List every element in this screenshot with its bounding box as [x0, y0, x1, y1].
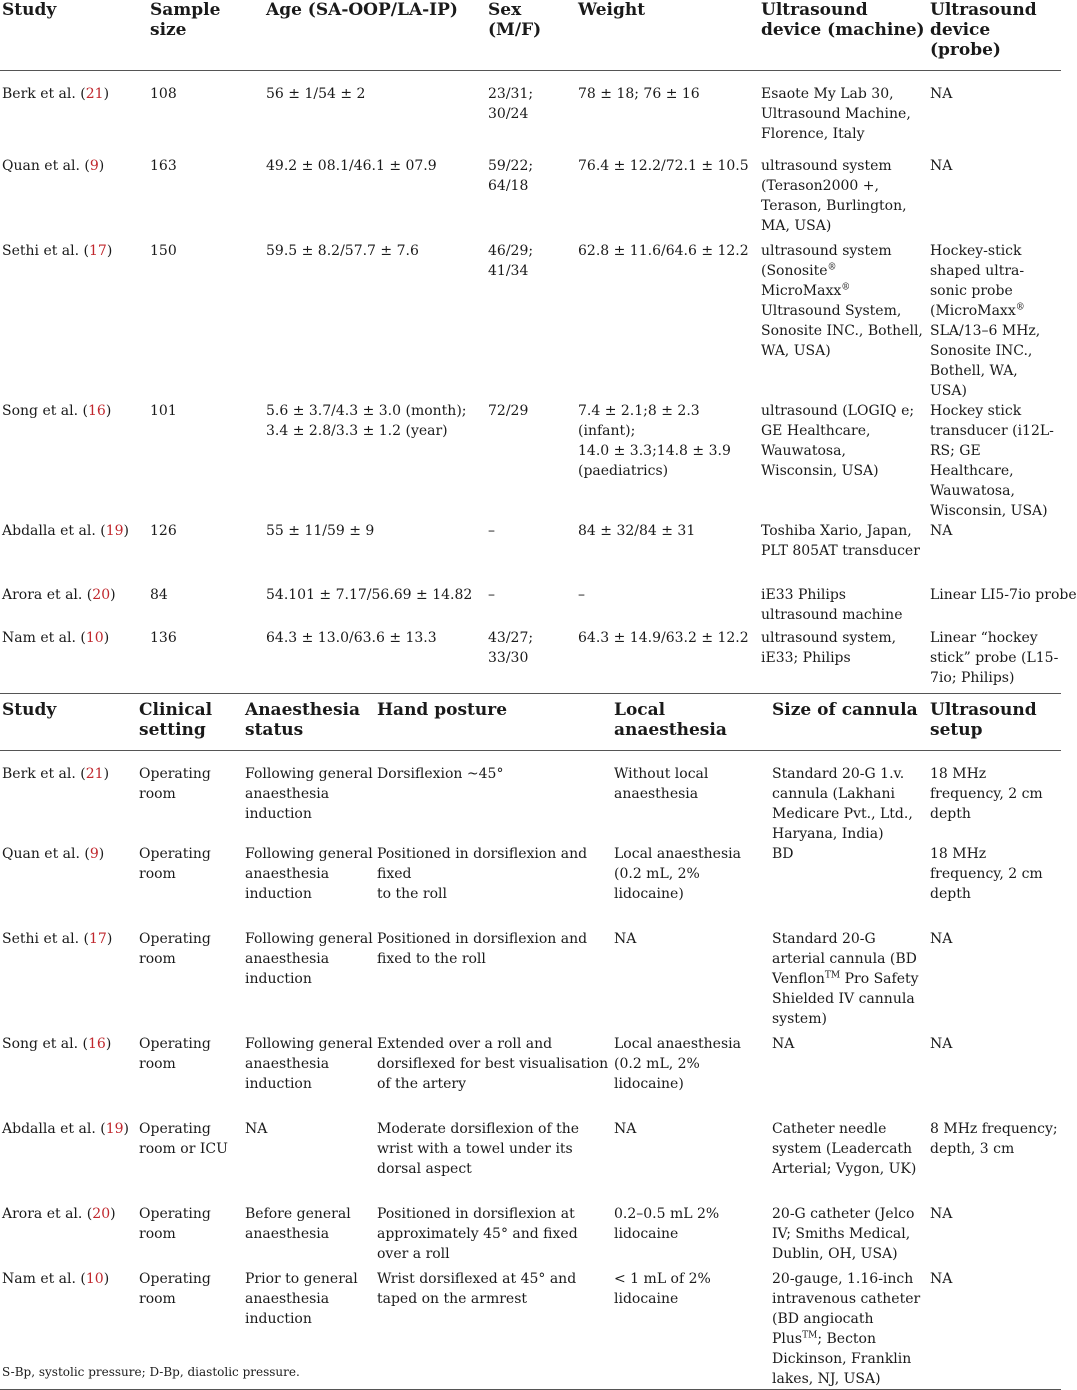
- clinical-setting-cell: Operating room: [139, 766, 211, 802]
- anaesthesia-status-cell: NA: [245, 1121, 268, 1137]
- registered-mark: ®: [827, 261, 837, 272]
- sample-size-cell: 163: [150, 157, 177, 174]
- clinical-setting-cell: Operating room: [139, 1036, 211, 1072]
- study-cell: Sethi et al. (17): [2, 931, 113, 947]
- table-row: [0, 751, 1061, 845]
- reference-link[interactable]: 10: [85, 629, 104, 646]
- age-cell: 49.2 ± 08.1/46.1 ± 07.9: [266, 157, 437, 174]
- table-row: [0, 156, 1061, 241]
- column-header-anaesthesia-status: Anaesthesia status: [245, 700, 361, 740]
- column-header-clinical-setting: Clinical setting: [139, 700, 213, 740]
- local-anaesthesia-cell: Local anaesthesia (0.2 mL, 2% lidocaine): [614, 846, 741, 902]
- column-header-ultrasound-setup: Ultrasound setup: [930, 700, 1037, 740]
- column-header-probe: Ultrasound device (probe): [930, 0, 1037, 60]
- hand-posture-cell: Dorsiflexion ~45°: [377, 766, 504, 782]
- column-header-sex: Sex (M/F): [488, 0, 542, 40]
- table-row: [0, 521, 1061, 585]
- ultrasound-setup-cell: NA: [930, 931, 953, 947]
- sample-size-cell: 84: [150, 586, 168, 603]
- table-row: [0, 1119, 1061, 1204]
- column-header-weight: Weight: [578, 0, 646, 20]
- cannula-size-cell: Standard 20-G 1.v. cannula (Lakhani Medicare Pvt., Ltd., Haryana, India): [772, 766, 913, 842]
- table-header-row: [0, 0, 1061, 71]
- sample-size-cell: 126: [150, 522, 177, 539]
- cannula-size-cell: Standard 20-G arterial cannula (BD Venflon™ Pro Safety Shielded IV cannula system): [772, 931, 919, 1027]
- hand-posture-cell: Positioned in dorsiflexion and fixed to the roll: [377, 931, 588, 967]
- registered-mark: ®: [841, 281, 851, 292]
- local-anaesthesia-cell: 0.2–0.5 mL 2% lidocaine: [614, 1206, 720, 1242]
- hand-posture-cell: Extended over a roll and dorsiflexed for best visualisation of the artery: [377, 1036, 609, 1092]
- table-row: [0, 1204, 1061, 1269]
- study-cell: Quan et al. (9): [2, 157, 105, 174]
- machine-cell: ultrasound system, iE33; Philips: [761, 629, 897, 666]
- clinical-setting-cell: Operating room or ICU: [139, 1121, 228, 1157]
- reference-link[interactable]: 17: [89, 242, 107, 259]
- study-cell: Arora et al. (20): [2, 1206, 116, 1222]
- machine-cell: iE33 Philips ultrasound machine: [761, 586, 903, 623]
- sample-size-cell: 150: [150, 242, 177, 259]
- probe-cell: Linear LI5-7io probe: [930, 586, 1077, 603]
- probe-cell: Hockey-stick shaped ultra-sonic probe (MicroMaxx® SLA/13–6 MHz, Sonosite INC., Bothell, WA, USA): [930, 242, 1041, 399]
- anaesthesia-status-cell: Following general anaesthesia induction: [245, 931, 373, 987]
- probe-cell: Linear “hockey stick” probe (L15-7io; Philips): [930, 629, 1059, 686]
- cannula-size-cell: NA: [772, 1036, 795, 1052]
- weight-cell: 62.8 ± 11.6/64.6 ± 12.2: [578, 242, 749, 259]
- sex-cell: 46/29; 41/34: [488, 242, 534, 279]
- study-cell: Song et al. (16): [2, 402, 112, 419]
- reference-link[interactable]: 9: [89, 846, 99, 862]
- study-cell: Quan et al. (9): [2, 846, 105, 862]
- cannula-size-cell: 20-gauge, 1.16-inch intravenous catheter (BD angiocath Plus™; Becton Dickinson, Franklin lakes, NJ, USA): [772, 1271, 921, 1387]
- table-row: [0, 1034, 1061, 1119]
- sample-size-cell: 108: [150, 86, 177, 102]
- probe-cell: NA: [930, 157, 953, 174]
- reference-link[interactable]: 9: [89, 157, 99, 174]
- sample-size-cell: 136: [150, 629, 177, 646]
- study-cell: Berk et al. (21): [2, 86, 110, 102]
- probe-cell: NA: [930, 86, 953, 102]
- probe-cell: NA: [930, 522, 953, 539]
- column-header-local-anaesthesia: Local anaesthesia: [614, 700, 727, 740]
- sex-cell: 23/31; 30/24: [488, 86, 534, 122]
- weight-cell: 84 ± 32/84 ± 31: [578, 522, 696, 539]
- table-row: [0, 71, 1061, 156]
- machine-cell: ultrasound system (Sonosite® MicroMaxx® Ultrasound System, Sonosite INC., Bothell, WA, USA): [761, 242, 923, 359]
- sex-cell: 72/29: [488, 402, 529, 419]
- column-header-age: Age (SA-OOP/LA-IP): [266, 0, 458, 20]
- table-row: [0, 628, 1061, 694]
- table-row: [0, 585, 1061, 628]
- study-cell: Abdalla et al. (19): [2, 1121, 129, 1137]
- ultrasound-setup-cell: NA: [930, 1271, 953, 1287]
- anaesthesia-status-cell: Following general anaesthesia induction: [245, 846, 373, 902]
- cannula-size-cell: 20-G catheter (Jelco IV; Smiths Medical, Dublin, OH, USA): [772, 1206, 915, 1262]
- reference-link[interactable]: 20: [92, 586, 111, 603]
- table-row: [0, 241, 1061, 401]
- age-cell: 59.5 ± 8.2/57.7 ± 7.6: [266, 242, 419, 259]
- trademark-mark: TM: [802, 1330, 818, 1341]
- study-cell: Abdalla et al. (19): [2, 522, 129, 539]
- reference-link[interactable]: 20: [92, 1206, 111, 1222]
- clinical-setting-cell: Operating room: [139, 846, 211, 882]
- anaesthesia-status-cell: Before general anaesthesia: [245, 1206, 351, 1242]
- column-header-machine: Ultrasound device (machine): [761, 0, 925, 40]
- ultrasound-setup-cell: 18 MHz frequency, 2 cm depth: [930, 766, 1043, 822]
- reference-link[interactable]: 17: [89, 931, 107, 947]
- ultrasound-setup-cell: NA: [930, 1206, 953, 1222]
- sample-size-cell: 101: [150, 402, 177, 419]
- probe-cell: Hockey stick transducer (i12L-RS; GE Healthcare, Wauwatosa, Wisconsin, USA): [930, 402, 1054, 519]
- machine-cell: Esaote My Lab 30, Ultrasound Machine, Florence, Italy: [761, 86, 911, 142]
- study-cell: Nam et al. (10): [2, 629, 110, 646]
- ultrasound-setup-cell: 18 MHz frequency, 2 cm depth: [930, 846, 1043, 902]
- machine-cell: Toshiba Xario, Japan, PLT 805AT transducer: [761, 522, 920, 559]
- weight-cell: –: [578, 586, 585, 603]
- study-cell: Berk et al. (21): [2, 766, 110, 782]
- hand-posture-cell: Moderate dorsiflexion of the wrist with a towel under its dorsal aspect: [377, 1121, 580, 1177]
- local-anaesthesia-cell: Without local anaesthesia: [614, 766, 709, 802]
- reference-link[interactable]: 21: [85, 766, 104, 782]
- study-cell: Sethi et al. (17): [2, 242, 113, 259]
- local-anaesthesia-cell: < 1 mL of 2% lidocaine: [614, 1271, 711, 1307]
- cannula-size-cell: Catheter needle system (Leadercath Arterial; Vygon, UK): [772, 1121, 917, 1177]
- age-cell: 64.3 ± 13.0/63.6 ± 13.3: [266, 629, 437, 646]
- procedure-characteristics-table: [0, 694, 1061, 1390]
- study-cell: Arora et al. (20): [2, 586, 116, 603]
- anaesthesia-status-cell: Following general anaesthesia induction: [245, 1036, 373, 1092]
- table-row: [0, 844, 1061, 929]
- sex-cell: –: [488, 522, 495, 539]
- machine-cell: ultrasound (LOGIQ e; GE Healthcare, Wauwatosa, Wisconsin, USA): [761, 402, 915, 479]
- study-cell: Nam et al. (10): [2, 1271, 110, 1287]
- anaesthesia-status-cell: Following general anaesthesia induction: [245, 766, 373, 822]
- study-characteristics-table: [0, 0, 1077, 694]
- anaesthesia-status-cell: Prior to general anaesthesia induction: [245, 1271, 358, 1327]
- column-header-study: Study: [2, 0, 57, 20]
- cannula-size-cell: BD: [772, 846, 794, 862]
- trademark-mark: TM: [824, 970, 841, 981]
- age-cell: 54.101 ± 7.17/56.69 ± 14.82: [266, 586, 473, 603]
- hand-posture-cell: Wrist dorsiflexed at 45° and taped on the armrest: [377, 1271, 577, 1307]
- table-header-row: [0, 694, 1061, 751]
- age-cell: 5.6 ± 3.7/4.3 ± 3.0 (month); 3.4 ± 2.8/3.3 ± 1.2 (year): [266, 402, 467, 439]
- clinical-setting-cell: Operating room: [139, 1271, 211, 1307]
- age-cell: 56 ± 1/54 ± 2: [266, 86, 366, 102]
- reference-link[interactable]: 19: [105, 1121, 124, 1137]
- clinical-setting-cell: Operating room: [139, 931, 211, 967]
- weight-cell: 64.3 ± 14.9/63.2 ± 12.2: [578, 629, 749, 646]
- weight-cell: 78 ± 18; 76 ± 16: [578, 86, 700, 102]
- table-row: [0, 401, 1061, 521]
- sex-cell: –: [488, 586, 495, 603]
- table-row: [0, 929, 1061, 1034]
- registered-mark: ®: [1015, 301, 1025, 312]
- table-footnote: S-Bp, systolic pressure; D-Bp, diastolic pressure.: [2, 1365, 300, 1379]
- local-anaesthesia-cell: NA: [614, 931, 637, 947]
- weight-cell: 76.4 ± 12.2/72.1 ± 10.5: [578, 157, 749, 174]
- reference-link[interactable]: 10: [85, 1271, 104, 1287]
- reference-link[interactable]: 21: [85, 86, 104, 102]
- clinical-setting-cell: Operating room: [139, 1206, 211, 1242]
- hand-posture-cell: Positioned in dorsiflexion at approximately 45° and fixed over a roll: [377, 1206, 578, 1262]
- local-anaesthesia-cell: Local anaesthesia (0.2 mL, 2% lidocaine): [614, 1036, 741, 1092]
- ultrasound-setup-cell: NA: [930, 1036, 953, 1052]
- column-header-study: Study: [2, 700, 57, 720]
- age-cell: 55 ± 11/59 ± 9: [266, 522, 375, 539]
- column-header-sample-size: Sample size: [150, 0, 221, 40]
- hand-posture-cell: Positioned in dorsiflexion and fixed to the roll: [377, 846, 588, 902]
- reference-link[interactable]: 19: [105, 522, 124, 539]
- reference-link[interactable]: 16: [88, 402, 106, 419]
- study-cell: Song et al. (16): [2, 1036, 112, 1052]
- machine-cell: ultrasound system (Terason2000 +, Terason, Burlington, MA, USA): [761, 157, 907, 234]
- column-header-cannula-size: Size of cannula: [772, 700, 918, 720]
- reference-link[interactable]: 16: [88, 1036, 106, 1052]
- local-anaesthesia-cell: NA: [614, 1121, 637, 1137]
- weight-cell: 7.4 ± 2.1;8 ± 2.3 (infant); 14.0 ± 3.3;14.8 ± 3.9 (paediatrics): [578, 402, 731, 479]
- column-header-hand-posture: Hand posture: [377, 700, 508, 720]
- ultrasound-setup-cell: 8 MHz frequency; depth, 3 cm: [930, 1121, 1058, 1157]
- sex-cell: 59/22; 64/18: [488, 157, 534, 194]
- sex-cell: 43/27; 33/30: [488, 629, 534, 666]
